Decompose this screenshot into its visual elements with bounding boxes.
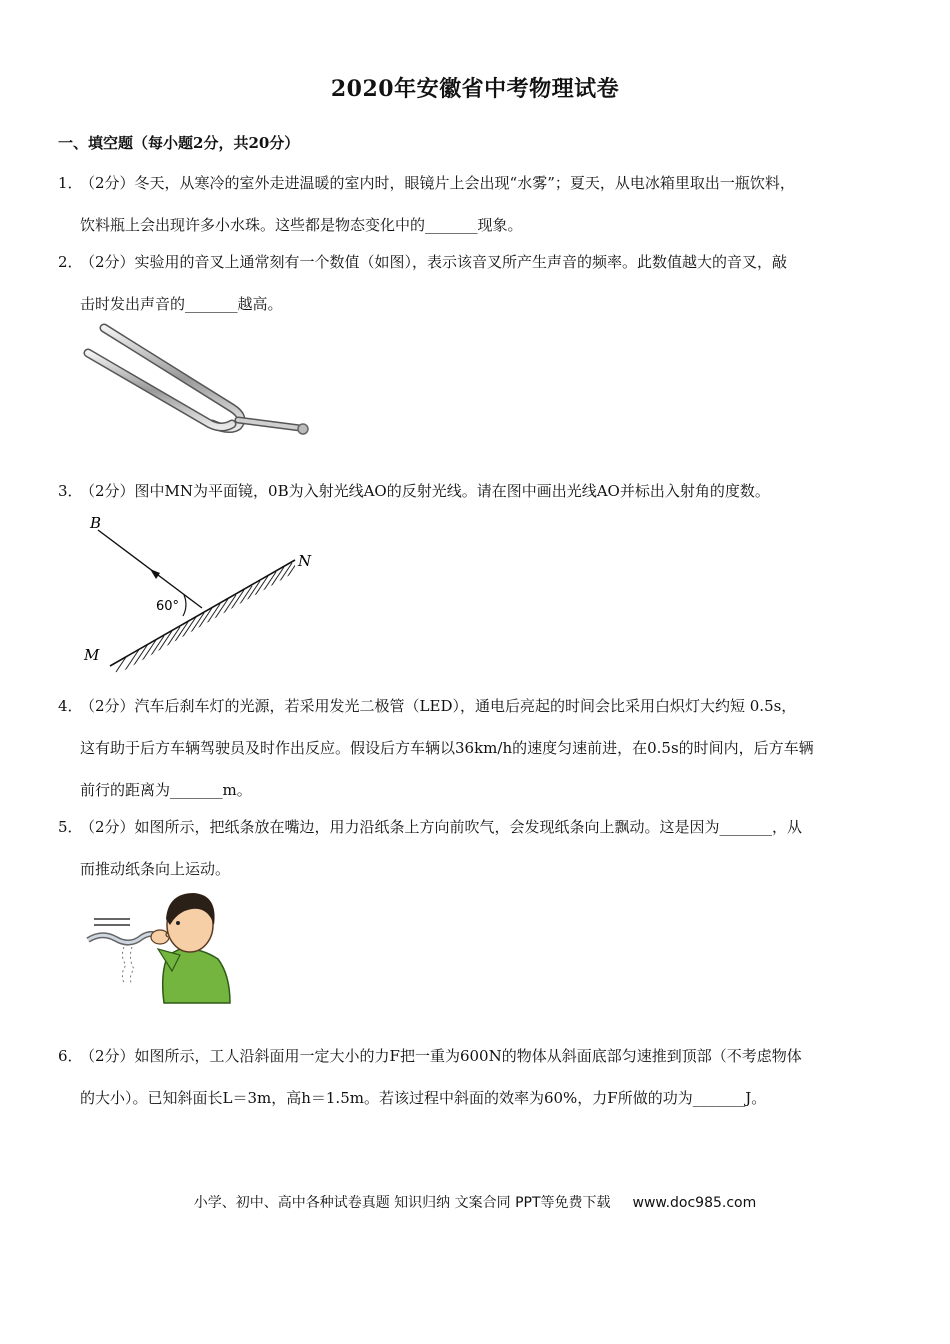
label-m: M xyxy=(84,646,100,664)
question-2-line-1 xyxy=(58,251,787,272)
mirror-figure xyxy=(80,508,330,673)
footer-url: www.doc985.com xyxy=(632,1195,757,1211)
label-b: B xyxy=(90,514,102,532)
footer-text: 小学、初中、高中各种试卷真题 知识归纳 文案合同 PPT等免费下载 xyxy=(193,1195,611,1211)
page-footer xyxy=(0,1192,950,1212)
question-5-line-2: 而推动纸条向上运动。 xyxy=(80,860,231,878)
question-1-line-1 xyxy=(58,172,795,193)
question-text: （2分）汽车后刹车灯的光源，若采用发光二极管（LED），通电后亮起的时间会比采用白炽灯大约短 0.5s， xyxy=(80,697,797,715)
boy-blowing-paper-figure xyxy=(80,885,235,1007)
question-number: 3． xyxy=(58,482,83,500)
question-text: （2分）如图所示，工人沿斜面用一定大小的力F把一重为600N的物体从斜面底部匀速推到顶部（不考虑物体 xyxy=(80,1047,802,1065)
question-text: （2分）图中MN为平面镜，0B为入射光线AO的反射光线。请在图中画出光线AO并标出入射角的度数。 xyxy=(80,482,770,500)
question-6-line-2: 的大小）。已知斜面长L＝3m，高h＝1.5m。若该过程中斜面的效率为60%，力F所做的功为_______J。 xyxy=(80,1089,767,1107)
label-n: N xyxy=(298,552,312,570)
tuning-fork-figure xyxy=(82,320,322,445)
question-5-line-1 xyxy=(58,816,802,837)
page-title: 2020年安徽省中考物理试卷 xyxy=(330,76,620,102)
question-number: 4． xyxy=(58,697,83,715)
question-4-line-2: 这有助于后方车辆驾驶员及时作出反应。假设后方车辆以36km/h的速度匀速前进，在0.5s的时间内，后方车辆 xyxy=(80,739,814,757)
question-2-line-2: 击时发出声音的_______越高。 xyxy=(80,295,283,313)
question-number: 5． xyxy=(58,818,83,836)
question-number: 2． xyxy=(58,253,83,271)
question-text: （2分）实验用的音叉上通常刻有一个数值（如图），表示该音叉所产生声音的频率。此数值越大的音叉，敲 xyxy=(80,253,788,271)
question-number: 1． xyxy=(58,174,83,192)
question-text: （2分）冬天，从寒冷的室外走进温暖的室内时，眼镜片上会出现“水雾”；夏天，从电冰箱里取出一瓶饮料， xyxy=(80,174,795,192)
question-4-line-1 xyxy=(58,695,796,716)
question-number: 6． xyxy=(58,1047,83,1065)
question-6-line-1 xyxy=(58,1045,802,1066)
question-text: （2分）如图所示，把纸条放在嘴边，用力沿纸条上方向前吹气，会发现纸条向上飘动。这是因为_______，从 xyxy=(80,818,803,836)
question-4-line-3: 前行的距离为_______m。 xyxy=(80,781,252,799)
question-3-line-1 xyxy=(58,480,770,501)
question-1-line-2: 饮料瓶上会出现许多小水珠。这些都是物态变化中的_______现象。 xyxy=(80,216,523,234)
section-heading: 一、填空题（每小题2分，共20分） xyxy=(58,134,300,152)
label-angle: 60° xyxy=(156,599,180,614)
